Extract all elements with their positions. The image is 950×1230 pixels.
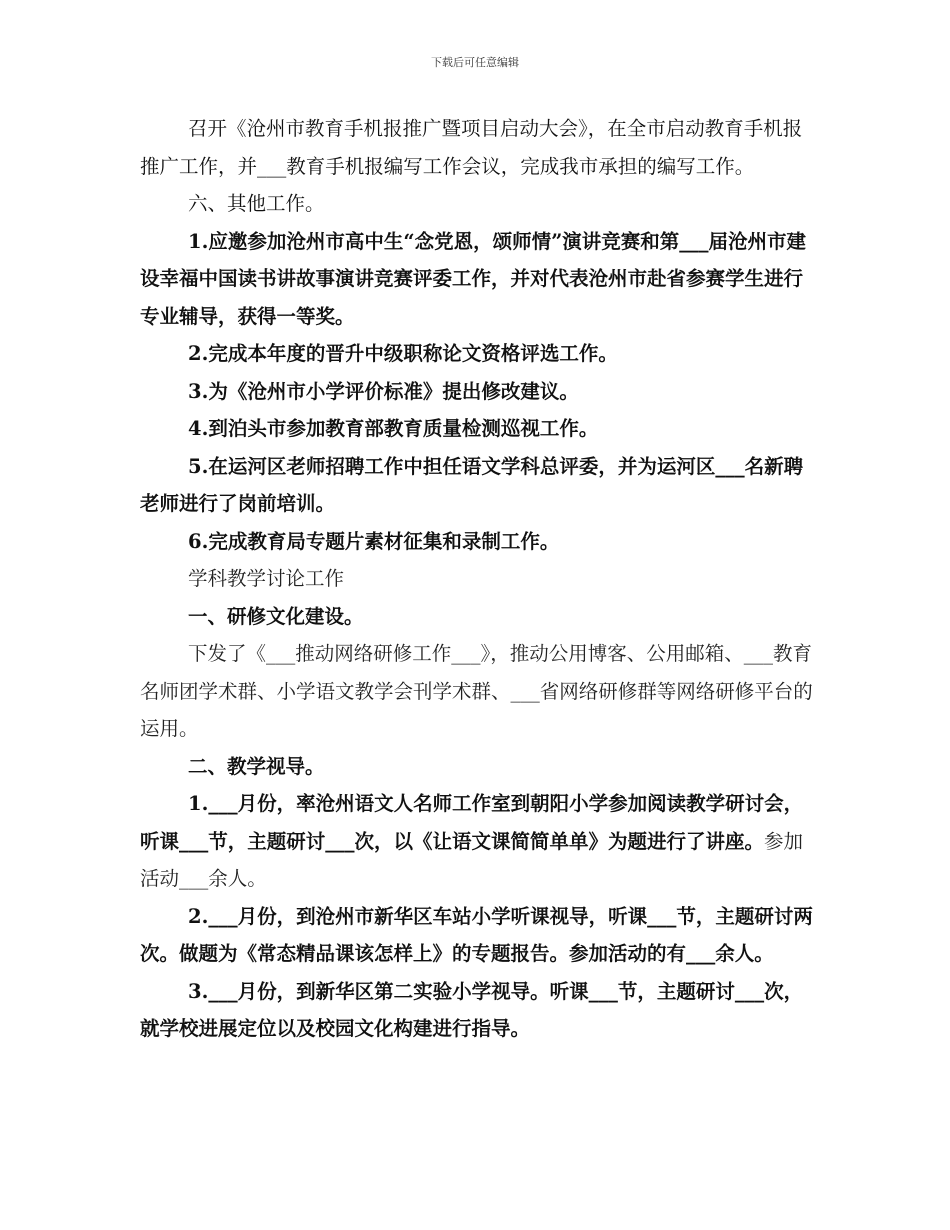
list-item: 2.___月份，到沧州市新华区车站小学听课视导，听课___节，主题研讨两次。做题为《常态精品课该怎样上》的专题报告。参加活动的有___余人。 — [140, 904, 813, 965]
paragraph: 下发了《___推动网络研修工作___》，推动公用博客、公用邮箱、___教育名师团学术群、小学语文教学会刊学术群、___省网络研修群等网络研修平台的运用。 — [140, 642, 813, 740]
page-header: 下载后可任意编辑 — [431, 56, 519, 69]
list-item — [140, 785, 815, 898]
section-heading: 六、其他工作。 — [188, 192, 325, 215]
list-item-text: 1.___月份，率沧州语文人名师工作室到朝阳小学参加阅读教学研讨会，听课___节，主题研讨___次，以《让语文课简简单单》为题进行了讲座。 — [140, 792, 804, 853]
list-item: 3.为《沧州市小学评价标准》提出修改建议。 — [188, 379, 579, 403]
list-item-tail: 参加活动___余人。 — [140, 829, 804, 890]
list-item: 3.___月份，到新华区第二实验小学视导。听课___节，主题研讨___次，就学校进展定位以及校园文化构建进行指导。 — [140, 979, 804, 1040]
list-item: 6.完成教育局专题片素材征集和录制工作。 — [188, 529, 560, 553]
section-heading: 一、研修文化建设。 — [188, 604, 364, 628]
section-title: 学科教学讨论工作 — [188, 567, 345, 590]
section-heading: 二、教学视导。 — [188, 754, 325, 778]
document-body — [140, 110, 815, 1048]
list-item: 4.到泊头市参加教育部教育质量检测巡视工作。 — [188, 417, 599, 440]
list-item: 5.在运河区老师招聘工作中担任语文学科总评委，并为运河区___名新聘老师进行了岗前培训。 — [140, 454, 804, 515]
list-item: 1.应邀参加沧州市高中生“念党恩，颂师情”演讲竞赛和第___届沧州市建设幸福中国读书讲故事演讲竞赛评委工作，并对代表沧州市赴省参赛学生进行专业辅导，获得一等奖。 — [140, 229, 807, 328]
list-item: 2.完成本年度的晋升中级职称论文资格评选工作。 — [188, 342, 618, 365]
paragraph: 召开《沧州市教育手机报推广暨项目启动大会》，在全市启动教育手机报推广工作，并___教育手机报编写工作会议，完成我市承担的编写工作。 — [140, 117, 803, 178]
